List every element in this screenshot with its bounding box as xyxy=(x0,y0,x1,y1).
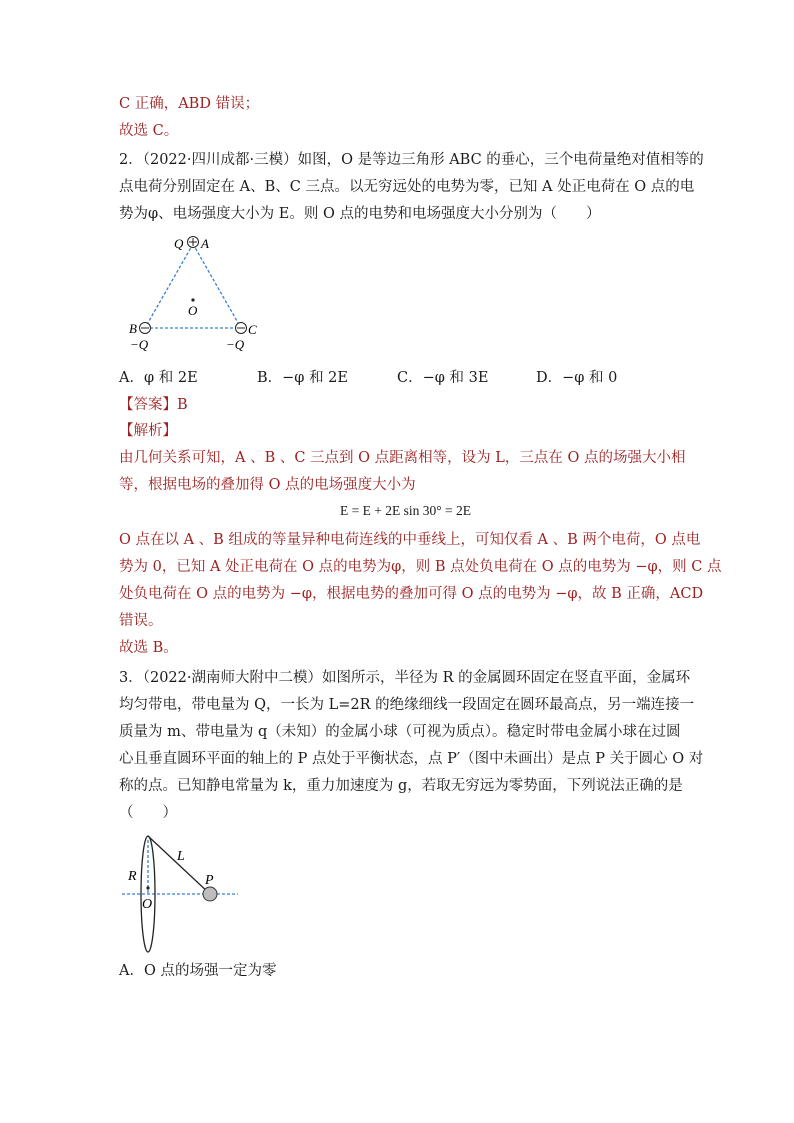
question-2-line: 2．（2022·四川成都·三模）如图，O 是等边三角形 ABC 的垂心，三个电荷量绝对值相等的 xyxy=(119,152,704,168)
triangle-side-ab xyxy=(145,244,193,328)
explanation-line: 等，根据电场的叠加得 O 点的电场强度大小为 xyxy=(119,477,416,493)
question-3-line: 质量为 m、带电量为 q（未知）的金属小球（可视为质点）。稳定时带电金属小球在过圆 xyxy=(119,724,681,740)
triangle-charge-figure xyxy=(125,230,265,356)
explanation-line: 错误。 xyxy=(119,613,163,629)
triangle-side-ac xyxy=(193,244,241,328)
label-p: P xyxy=(205,873,214,888)
explanation-line: O 点在以 A 、B 组成的等量异种电荷连线的中垂线上，可知仅看 A 、B 两个电荷，O 点电 xyxy=(119,532,701,548)
formula: E = E + 2E sin 30° = 2E xyxy=(340,503,471,518)
explanation-line: 处负电荷在 O 点的电势为 −φ，根据电势的叠加可得 O 点的电势为 −φ，故 B 正确，ACD xyxy=(119,586,704,602)
question-3-line: 心且垂直圆环平面的轴上的 P 点处于平衡状态，点 P′（图中未画出）是点 P 关于圆心 O 对 xyxy=(119,751,704,767)
explanation-line: 故选 B。 xyxy=(119,640,178,656)
question-2-line: 势为φ、电场强度大小为 E。则 O 点的电势和电场强度大小分别为（ ） xyxy=(119,206,601,222)
choice-b: B．−φ 和 2E xyxy=(257,370,348,386)
ring-ball-figure xyxy=(120,828,250,956)
question-2-line: 点电荷分别固定在 A、B、C 三点。以无穷远处的电势为零，已知 A 处正电荷在 O 点的电 xyxy=(119,179,695,195)
choice-c: C．−φ 和 3E xyxy=(397,370,489,386)
choice-a: A．φ 和 2E xyxy=(119,370,198,386)
center-point xyxy=(191,298,194,301)
question-3-choice-a: A．O 点的场强一定为零 xyxy=(119,963,277,979)
label-o: O xyxy=(188,303,198,318)
analysis-label: 【解析】 xyxy=(119,423,177,439)
label-a: A xyxy=(201,236,209,251)
explanation-line: 势为 0，已知 A 处正电荷在 O 点的电势为φ，则 B 点处负电荷在 O 点的电势为 −φ，则 C 点 xyxy=(119,559,722,575)
text-line: C 正确，ABD 错误； xyxy=(119,96,260,112)
label-c: C xyxy=(248,322,257,337)
label-l: L xyxy=(177,849,185,864)
question-3-line: 3．（2022·湖南师大附中二模）如图所示，半径为 R 的金属圆环固定在竖直平面，金属环 xyxy=(119,670,691,686)
center-point xyxy=(146,886,149,889)
label-r: R xyxy=(128,869,137,884)
text-line: 故选 C。 xyxy=(119,123,179,139)
choice-d: D．−φ 和 0 xyxy=(536,370,618,386)
label-neg-q: −Q xyxy=(130,337,149,352)
label-neg-q: −Q xyxy=(226,337,245,352)
label-q: Q xyxy=(174,236,184,251)
label-o: O xyxy=(142,897,153,912)
label-b: B xyxy=(129,321,137,336)
answer-label: 【答案】B xyxy=(119,397,188,413)
explanation-line: 由几何关系可知，A 、B 、C 三点到 O 点距离相等，设为 L，三点在 O 点的场强大小相 xyxy=(119,450,686,466)
question-3-line: 均匀带电，带电量为 Q，一长为 L=2R 的绝缘细线一段固定在圆环最高点，另一端连接一 xyxy=(119,697,695,713)
question-3-line: （ ） xyxy=(119,805,177,821)
question-3-line: 称的点。已知静电常量为 k，重力加速度为 g，若取无穷远为零势面，下列说法正确的是 xyxy=(119,778,683,794)
charged-ball xyxy=(203,887,217,901)
thread-line xyxy=(148,836,210,894)
